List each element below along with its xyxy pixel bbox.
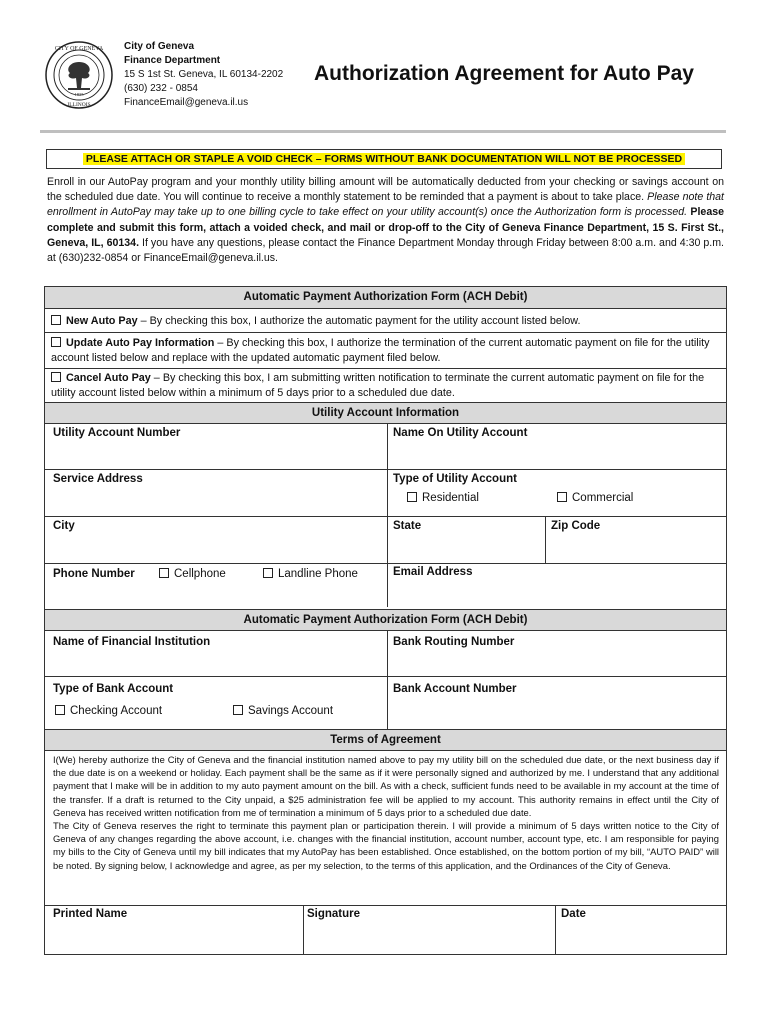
department-name: Finance Department: [124, 55, 221, 66]
printed-name-field[interactable]: Printed Name: [53, 908, 128, 920]
intro-text-3: Please complete and submit this form, attach a voided check, and mail or drop-off to the City of Geneva Finance Department, 15 S. First St., Geneva, IL, 60134.: [47, 206, 724, 249]
new-auto-pay-checkbox[interactable]: [51, 315, 61, 325]
terms-text: [53, 753, 719, 872]
phone-number-field[interactable]: Phone Number: [53, 568, 135, 580]
email-address-field[interactable]: Email Address: [393, 566, 473, 578]
cancel-auto-pay-label: Cancel Auto Pay: [66, 372, 151, 384]
column-divider: [387, 631, 388, 729]
update-auto-pay-checkbox[interactable]: [51, 337, 61, 347]
seal-text-top: CITY OF GENEVA: [54, 46, 104, 52]
org-name: City of Geneva: [124, 41, 195, 52]
checking-option[interactable]: [55, 705, 162, 717]
intro-text-2: Please note that enrollment in AutoPay may take up to one billing cycle to take effect on your utility account(s) once the Authorization form is processed.: [47, 191, 724, 219]
bank-account-number-field[interactable]: Bank Account Number: [393, 683, 517, 695]
service-address-field[interactable]: Service Address: [53, 473, 143, 485]
new-auto-pay-label: New Auto Pay: [66, 315, 138, 327]
department-phone: (630) 232 - 0854: [124, 83, 198, 94]
landline-option[interactable]: [263, 568, 358, 580]
section-utility-account-title: Utility Account Information: [45, 402, 726, 424]
new-auto-pay-text: – By checking this box, I authorize the automatic payment for the utility account listed below.: [137, 315, 581, 327]
commercial-option[interactable]: [557, 492, 633, 504]
checking-label: Checking Account: [70, 705, 163, 717]
cellphone-option[interactable]: [159, 568, 226, 580]
residential-label: Residential: [422, 492, 479, 504]
name-on-account-field[interactable]: Name On Utility Account: [393, 427, 528, 439]
department-address: 15 S 1st St. Geneva, IL 60134-2202: [124, 69, 284, 80]
row-city: [45, 517, 726, 564]
intro-text-1: Enroll in our AutoPay program and your monthly utility billing amount will be automatically deducted from your checking or savings account on the scheduled due date. You will continue to receive a monthly statement to be reminded that a payment is about to take place.: [47, 176, 724, 204]
zip-code-field[interactable]: Zip Code: [551, 520, 601, 532]
type-bank-account-label: Type of Bank Account: [53, 683, 174, 695]
residential-checkbox[interactable]: [407, 492, 417, 502]
update-auto-pay-text: – By checking this box, I authorize the termination of the current automatic payment on file for the utility account listed below and replace with the updated automatic payment filed below.: [51, 337, 710, 364]
landline-label: Landline Phone: [278, 568, 358, 580]
cancel-auto-pay-checkbox[interactable]: [51, 372, 61, 382]
column-divider: [545, 517, 546, 564]
autopay-form: [44, 286, 727, 955]
row-divider: [45, 368, 726, 369]
row-divider: [45, 332, 726, 333]
new-auto-pay-option[interactable]: [51, 314, 715, 329]
seal-year: 1835: [74, 92, 84, 97]
column-divider: [303, 905, 304, 954]
city-seal-logo: [44, 40, 114, 110]
landline-checkbox[interactable]: [263, 568, 273, 578]
date-field[interactable]: Date: [561, 908, 586, 920]
savings-checkbox[interactable]: [233, 705, 243, 715]
cancel-auto-pay-option[interactable]: [51, 371, 715, 401]
update-auto-pay-label: Update Auto Pay Information: [66, 337, 215, 349]
department-email: FinanceEmail@geneva.il.us: [124, 97, 249, 108]
state-field[interactable]: State: [393, 520, 422, 532]
signature-field[interactable]: Signature: [307, 908, 361, 920]
cellphone-checkbox[interactable]: [159, 568, 169, 578]
intro-text-4: If you have any questions, please contact the Finance Department Monday through Friday between 8:00 a.m. and 4:30 p.m. at (630)232-0854 or FinanceEmail@geneva.il.us.: [47, 236, 724, 265]
terms-paragraph-2: The City of Geneva reserves the right to terminate this payment plan or participation therein. I will provide a minimum of 5 days written notice to the City of Geneva of any changes regarding the above account, i.e. changes with the financial institution, account number, account type, etc. I am responsible for paying my bills to the City of Geneva until my bill indicates that my AutoPay has been established. Once established, on the bottom portion of my bill, “AUTO PAID” will be noted. By signing below, I acknowledge and agree, as per my selection, to the terms of this application, and the Ordinances of the City of Geneva.: [53, 820, 719, 871]
type-utility-account-label: Type of Utility Account: [393, 473, 517, 485]
intro-paragraph: [47, 175, 724, 266]
city-field[interactable]: City: [53, 520, 75, 532]
utility-account-number-field[interactable]: Utility Account Number: [53, 427, 181, 439]
document-title: Authorization Agreement for Auto Pay: [314, 62, 694, 85]
cancel-auto-pay-text: – By checking this box, I am submitting written notification to terminate the current automatic payment on file for the utility account listed below within a minimum of 5 days prior to a scheduled due date.: [51, 372, 705, 399]
section-ach-debit-title: Automatic Payment Authorization Form (ACH Debit): [45, 287, 726, 309]
savings-option[interactable]: [233, 705, 333, 717]
checking-checkbox[interactable]: [55, 705, 65, 715]
column-divider: [555, 905, 556, 954]
department-contact: [124, 40, 283, 110]
terms-paragraph-1: I(We) hereby authorize the City of Geneva and the financial institution named above to pay my utility bill on the scheduled due date, or the next business day if the due date is on a weekend or holiday. Each payment shall be the same as if it were personally signed and authorized by me. I understand that any additional payment that I make will be in addition to my auto payment amount on the bill. As with a check, sufficient funds need to be available in my account at the time of the transfer. If a draft is returned to the City unpaid, a $25 administration fee will be applied to my account. This authority remains in effect until the City of Geneva has received written notification from me of termination a minimum of 5 days prior to a scheduled due date.: [53, 754, 719, 818]
savings-label: Savings Account: [248, 705, 334, 717]
commercial-label: Commercial: [572, 492, 634, 504]
section-terms-title: Terms of Agreement: [45, 729, 726, 751]
header-divider: [40, 130, 726, 133]
routing-number-field[interactable]: Bank Routing Number: [393, 636, 515, 648]
cellphone-label: Cellphone: [174, 568, 226, 580]
void-check-banner: [46, 149, 722, 169]
seal-text-bottom: ILLINOIS: [67, 102, 91, 108]
financial-institution-field[interactable]: Name of Financial Institution: [53, 636, 211, 648]
residential-option[interactable]: [407, 492, 479, 504]
section-bank-title: Automatic Payment Authorization Form (ACH Debit): [45, 609, 726, 631]
banner-text: PLEASE ATTACH OR STAPLE A VOID CHECK – FORMS WITHOUT BANK DOCUMENTATION WILL NOT BE PROCESSED: [83, 153, 685, 165]
update-auto-pay-option[interactable]: [51, 336, 715, 366]
row-divider: [45, 905, 726, 906]
commercial-checkbox[interactable]: [557, 492, 567, 502]
